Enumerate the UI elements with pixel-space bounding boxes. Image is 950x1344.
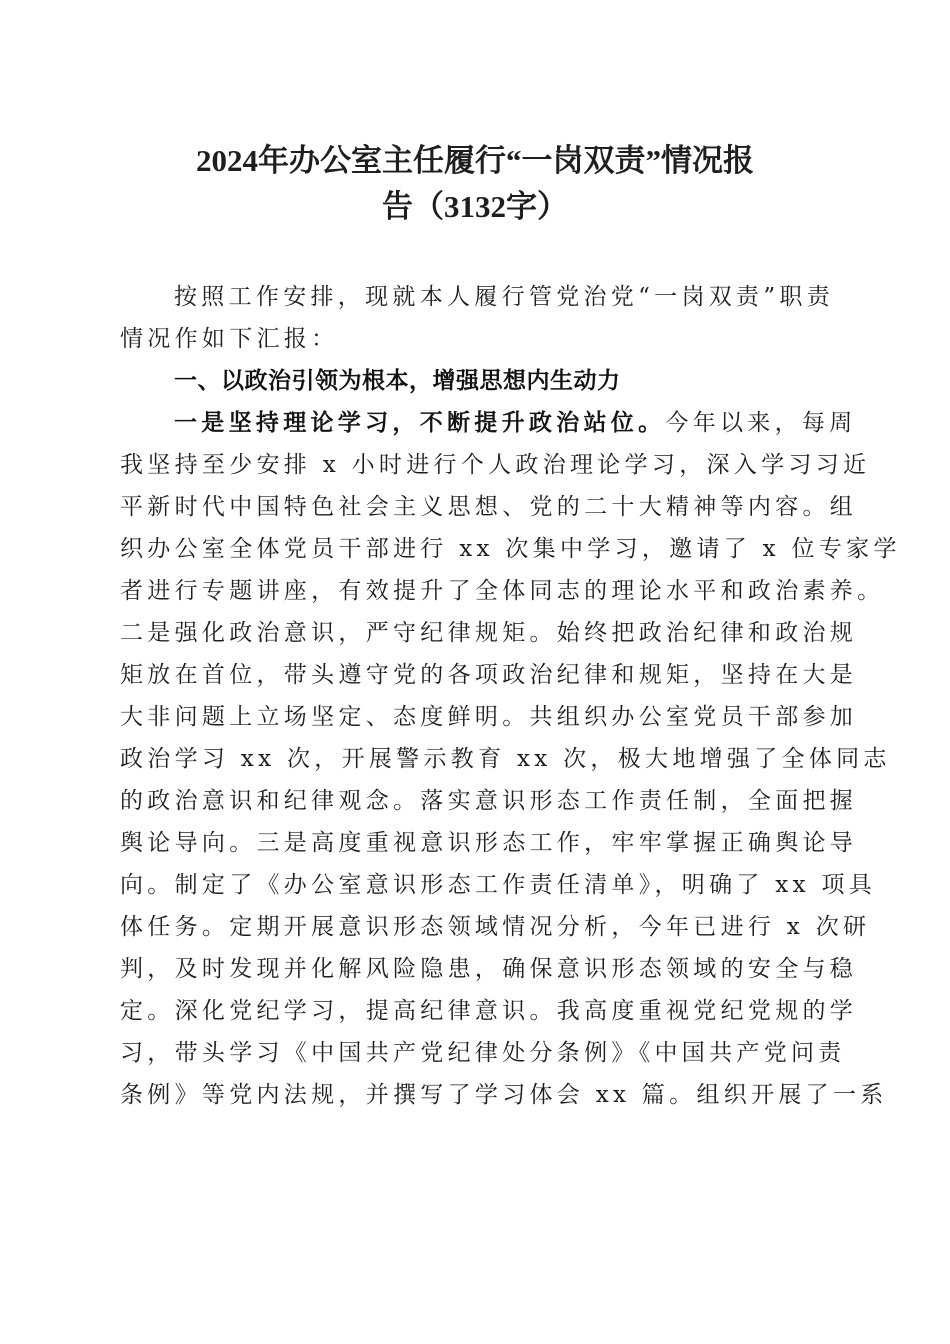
body-line: 织办公室全体党员干部进行 xx 次集中学习，邀请了 x 位专家学 bbox=[120, 536, 901, 562]
title-line-2: 告（3132字） bbox=[382, 189, 568, 224]
body-line: 习，带头学习《中国共产党纪律处分条例》《中国共产党问责 bbox=[120, 1040, 846, 1066]
section-heading: 一、以政治引领为根本，增强思想内生动力 bbox=[174, 368, 621, 394]
first-point-lead: 一是坚持理论学习，不断提升政治站位。 bbox=[174, 409, 666, 436]
body-line: 二是强化政治意识，严守纪律规矩。始终把政治纪律和政治规 bbox=[120, 620, 858, 646]
body-line: 体任务。定期开展意识形态领域情况分析，今年已进行 x 次研 bbox=[120, 914, 871, 940]
body-line: 者进行专题讲座，有效提升了全体同志的理论水平和政治素养。 bbox=[120, 578, 885, 604]
body-line: 向。制定了《办公室意识形态工作责任清单》，明确了 xx 项具 bbox=[120, 872, 877, 898]
first-point-rest: 今年以来，每周 bbox=[665, 410, 857, 436]
intro-line-2: 情况作如下汇报： bbox=[120, 326, 339, 352]
body-line: 条例》等党内法规，并撰写了学习体会 xx 篇。组织开展了一系 bbox=[120, 1082, 888, 1108]
body-line: 的政治意识和纪律观念。落实意识形态工作责任制，全面把握 bbox=[120, 788, 858, 814]
document-body bbox=[120, 276, 901, 1116]
body-line: 定。深化党纪学习，提高纪律意识。我高度重视党纪党规的学 bbox=[120, 998, 858, 1024]
body-line: 判，及时发现并化解风险隐患，确保意识形态领域的安全与稳 bbox=[120, 956, 858, 982]
body-line: 舆论导向。三是高度重视意识形态工作，牢牢掌握正确舆论导 bbox=[120, 830, 858, 856]
first-point-line bbox=[120, 402, 857, 444]
intro-line-1: 按照工作安排，现就本人履行管党治党“一岗双责”职责 bbox=[174, 284, 835, 310]
document-title bbox=[120, 138, 830, 230]
body-line: 平新时代中国特色社会主义思想、党的二十大精神等内容。组 bbox=[120, 494, 858, 520]
body-line: 矩放在首位，带头遵守党的各项政治纪律和规矩，坚持在大是 bbox=[120, 662, 858, 688]
body-line: 政治学习 xx 次，开展警示教育 xx 次，极大地增强了全体同志 bbox=[120, 746, 891, 772]
body-line: 大非问题上立场坚定、态度鲜明。共组织办公室党员干部参加 bbox=[120, 704, 858, 730]
body-line: 我坚持至少安排 x 小时进行个人政治理论学习，深入学习习近 bbox=[120, 452, 871, 478]
title-line-1: 2024年办公室主任履行“一岗双责”情况报 bbox=[196, 143, 754, 178]
